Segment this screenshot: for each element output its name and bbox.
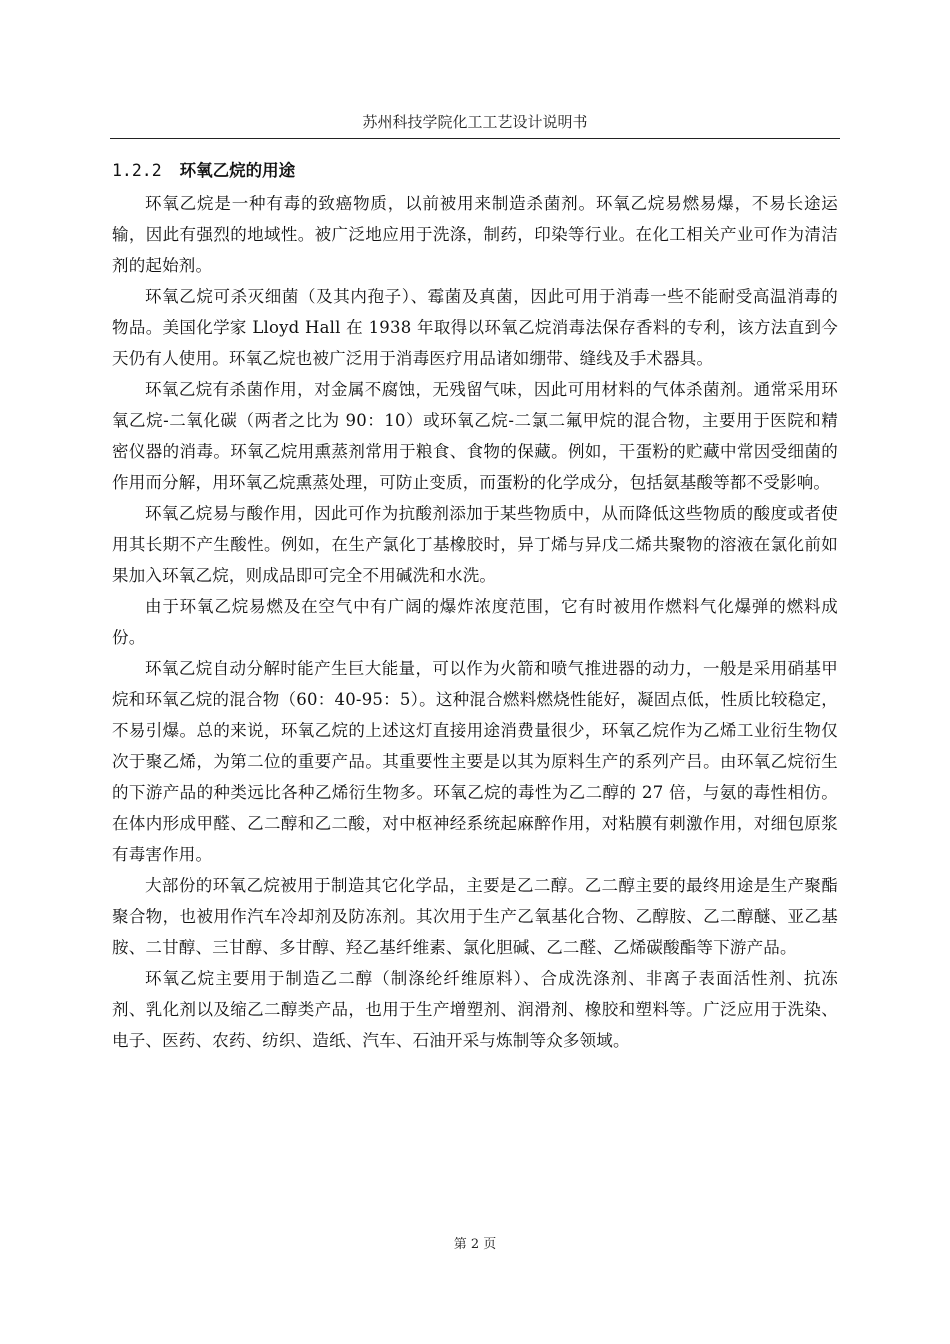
header-rule <box>110 138 840 139</box>
paragraph: 环氧乙烷自动分解时能产生巨大能量，可以作为火箭和喷气推进器的动力，一般是采用硝基甲烷和环氧乙烷的混合物（60：40-95：5）。这种混合燃料燃烧性能好，凝固点低，性质比较稳定，不易引爆。总的来说，环氧乙烷的上述这灯直接用途消费量很少，环氧乙烷作为乙烯工业衍生物仅次于聚乙烯，为第二位的重要产品。其重要性主要是以其为原料生产的系列产吕。由环氧乙烷衍生的下游产品的种类远比各种乙烯衍生物多。环氧乙烷的毒性为乙二醇的 27 倍，与氨的毒性相仿。在体内形成甲醛、乙二醇和乙二酸，对中枢神经系统起麻醉作用，对粘膜有刺激作用，对细包原浆有毒害作用。 <box>112 659 838 864</box>
section-heading <box>112 156 838 186</box>
paragraph: 由于环氧乙烷易燃及在空气中有广阔的爆炸浓度范围，它有时被用作燃料气化爆弹的燃料成份。 <box>112 597 838 647</box>
section-number: 1.2.2 <box>112 161 162 180</box>
page-number: 第 2 页 <box>453 1237 497 1252</box>
paragraph: 环氧乙烷主要用于制造乙二醇（制涤纶纤维原料）、合成洗涤剂、非离子表面活性剂、抗冻剂、乳化剂以及缩乙二醇类产品，也用于生产增塑剂、润滑剂、橡胶和塑料等。广泛应用于洗染、电子、医药、农药、纺织、造纸、汽车、石油开采与炼制等众多领域。 <box>112 969 838 1050</box>
paragraph: 环氧乙烷易与酸作用，因此可作为抗酸剂添加于某些物质中，从而降低这些物质的酸度或者使用其长期不产生酸性。例如，在生产氯化丁基橡胶时，异丁烯与异戊二烯共聚物的溶液在氯化前如果加入环氧乙烷，则成品即可完全不用碱洗和水洗。 <box>112 504 838 585</box>
paragraph: 大部份的环氧乙烷被用于制造其它化学品，主要是乙二醇。乙二醇主要的最终用途是生产聚酯聚合物，也被用作汽车冷却剂及防冻剂。其次用于生产乙氧基化合物、乙醇胺、乙二醇醚、亚乙基胺、二甘醇、三甘醇、多甘醇、羟乙基纤维素、氯化胆碱、乙二醛、乙烯碳酸酯等下游产品。 <box>112 876 838 957</box>
paragraph: 环氧乙烷可杀灭细菌（及其内孢子）、霉菌及真菌，因此可用于消毒一些不能耐受高温消毒的物品。美国化学家 Lloyd Hall 在 1938 年取得以环氧乙烷消毒法保存香料的专利，该方法直到今天仍有人使用。环氧乙烷也被广泛用于消毒医疗用品诸如绷带、缝线及手术器具。 <box>112 287 838 368</box>
running-header: 苏州科技学院化工工艺设计说明书 <box>362 113 588 131</box>
paragraph: 环氧乙烷是一种有毒的致癌物质，以前被用来制造杀菌剂。环氧乙烷易燃易爆，不易长途运输，因此有强烈的地域性。被广泛地应用于洗涤，制药，印染等行业。在化工相关产业可作为清洁剂的起始剂。 <box>112 194 838 275</box>
paragraph: 环氧乙烷有杀菌作用，对金属不腐蚀，无残留气味，因此可用材料的气体杀菌剂。通常采用环氧乙烷-二氧化碳（两者之比为 90：10）或环氧乙烷-二氯二氟甲烷的混合物，主要用于医院和精密仪器的消毒。环氧乙烷用熏蒸剂常用于粮食、食物的保藏。例如，干蛋粉的贮藏中常因受细菌的作用而分解，用环氧乙烷熏蒸处理，可防止变质，而蛋粉的化学成分，包括氨基酸等都不受影响。 <box>112 380 838 492</box>
page-body <box>112 156 838 1056</box>
section-title: 环氧乙烷的用途 <box>179 161 296 180</box>
